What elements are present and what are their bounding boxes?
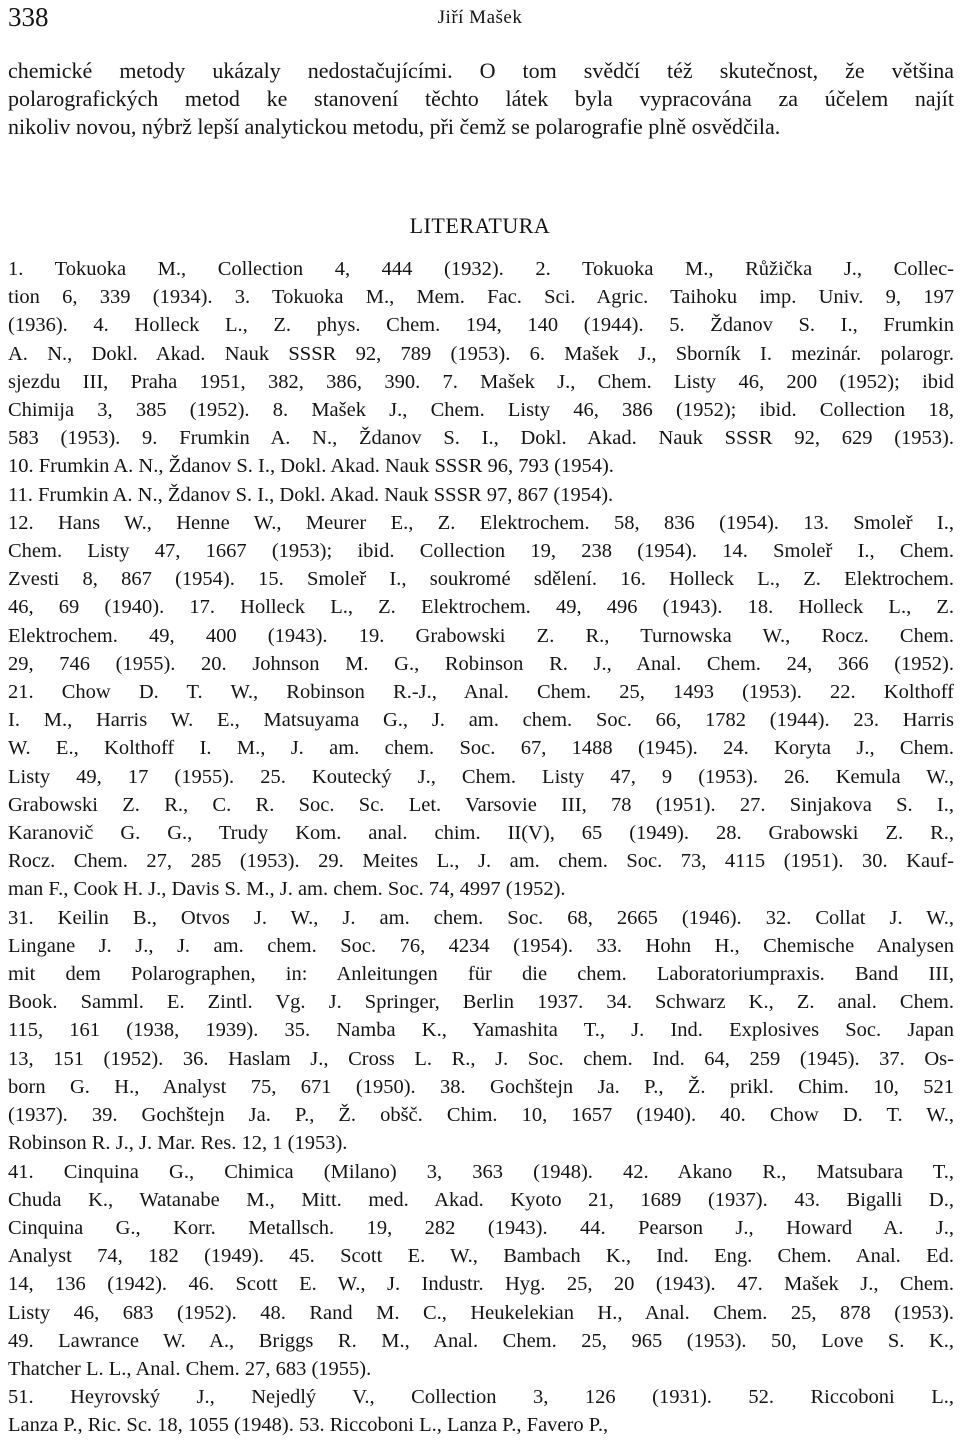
reference-line: Analyst 74, 182 (1949). 45. Scott E. W., Bambach K., Ind. Eng. Chem. Anal. Ed.: [8, 1245, 954, 1268]
reference-line: tion 6, 339 (1934). 3. Tokuoka M., Mem. Fac. Sci. Agric. Taihoku imp. Univ. 9, 197: [8, 286, 954, 309]
reference-line: 29, 746 (1955). 20. Johnson M. G., Robinson R. J., Anal. Chem. 24, 366 (1952).: [8, 652, 954, 675]
reference-line: 46, 69 (1940). 17. Holleck L., Z. Elektrochem. 49, 496 (1943). 18. Holleck L., Z.: [8, 596, 954, 619]
reference-line: 21. Chow D. T. W., Robinson R.-J., Anal. Chem. 25, 1493 (1953). 22. Kolthoff: [8, 681, 954, 704]
reference-line: 11. Frumkin A. N., Ždanov S. I., Dokl. Akad. Nauk SSSR 97, 867 (1954).: [8, 483, 614, 506]
reference-line: Robinson R. J., J. Mar. Res. 12, 1 (1953).: [8, 1132, 348, 1155]
page-header: [8, 2, 952, 32]
reference-line: 14, 136 (1942). 46. Scott E. W., J. Industr. Hyg. 25, 20 (1943). 47. Mašek J., Chem.: [8, 1273, 954, 1296]
reference-line: born G. H., Analyst 75, 671 (1950). 38. Gochštejn Ja. P., Ž. prikl. Chim. 10, 521: [8, 1075, 954, 1098]
running-head: Jiří Mašek: [437, 7, 523, 28]
reference-line: I. M., Harris W. E., Matsuyama G., J. am. chem. Soc. 66, 1782 (1944). 23. Harris: [8, 709, 954, 732]
reference-line: man F., Cook H. J., Davis S. M., J. am. chem. Soc. 74, 4997 (1952).: [8, 878, 566, 901]
reference-line: 1. Tokuoka M., Collection 4, 444 (1932). 2. Tokuoka M., Růžička J., Collec-: [8, 258, 954, 280]
reference-line: 31. Keilin B., Otvos J. W., J. am. chem. Soc. 68, 2665 (1946). 32. Collat J. W.,: [8, 906, 954, 929]
reference-line: 583 (1953). 9. Frumkin A. N., Ždanov S. I., Dokl. Akad. Nauk SSSR 92, 629 (1953).: [8, 427, 954, 450]
reference-line: 49. Lawrance W. A., Briggs R. M., Anal. Chem. 25, 965 (1953). 50, Love S. K.,: [8, 1329, 954, 1352]
reference-line: Book. Samml. E. Zintl. Vg. J. Springer, Berlin 1937. 34. Schwarz K., Z. anal. Chem.: [8, 991, 954, 1014]
reference-line: Lanza P., Ric. Sc. 18, 1055 (1948). 53. Riccoboni L., Lanza P., Favero P.,: [8, 1414, 609, 1437]
intro-paragraph: [8, 57, 954, 142]
text-line: chemické metody ukázaly nedostačujícími. O tom svědčí též skutečnost, že většina: [8, 58, 954, 83]
text-line: polarografických metod ke stanovení těchto látek byla vypracována za účelem najít: [8, 86, 954, 112]
reference-line: 12. Hans W., Henne W., Meurer E., Z. Elektrochem. 58, 836 (1954). 13. Smoleř I.,: [8, 511, 954, 534]
reference-line: sjezdu III, Praha 1951, 382, 386, 390. 7. Mašek J., Chem. Listy 46, 200 (1952); ibid: [8, 370, 954, 393]
reference-line: Rocz. Chem. 27, 285 (1953). 29. Meites L., J. am. chem. Soc. 73, 4115 (1951). 30. Kauf-: [8, 850, 954, 873]
reference-line: 13, 151 (1952). 36. Haslam J., Cross L. R., J. Soc. chem. Ind. 64, 259 (1945). 37. Os-: [8, 1047, 954, 1070]
reference-line: Elektrochem. 49, 400 (1943). 19. Grabowski Z. R., Turnowska W., Rocz. Chem.: [8, 624, 954, 647]
reference-line: (1937). 39. Gochštejn Ja. P., Ž. obšč. Chim. 10, 1657 (1940). 40. Chow D. T. W.,: [8, 1104, 954, 1127]
reference-line: Karanovič G. G., Trudy Kom. anal. chim. II(V), 65 (1949). 28. Grabowski Z. R.,: [8, 822, 954, 845]
reference-line: Lingane J. J., J. am. chem. Soc. 76, 4234 (1954). 33. Hohn H., Chemische Analysen: [8, 934, 954, 957]
reference-line: Thatcher L. L., Anal. Chem. 27, 683 (1955).: [8, 1357, 372, 1380]
section-heading: LITERATURA: [409, 213, 551, 238]
reference-line: Zvesti 8, 867 (1954). 15. Smoleř I., soukromé sdělení. 16. Holleck L., Z. Elektrochem.: [8, 568, 954, 591]
text-line: nikoliv novou, nýbrž lepší analytickou metodu, při čemž se polarografie plně osvědčila.: [8, 114, 781, 140]
reference-line: 115, 161 (1938, 1939). 35. Namba K., Yamashita T., J. Ind. Explosives Soc. Japan: [8, 1019, 954, 1042]
reference-line: W. E., Kolthoff I. M., J. am. chem. Soc. 67, 1488 (1945). 24. Koryta J., Chem.: [8, 737, 954, 760]
reference-line: Listy 46, 683 (1952). 48. Rand M. C., Heukelekian H., Anal. Chem. 25, 878 (1953).: [8, 1301, 954, 1324]
reference-line: 10. Frumkin A. N., Ždanov S. I., Dokl. Akad. Nauk SSSR 96, 793 (1954).: [8, 455, 614, 478]
reference-line: 41. Cinquina G., Chimica (Milano) 3, 363 (1948). 42. Akano R., Matsubara T.,: [8, 1160, 954, 1183]
reference-line: Cinquina G., Korr. Metallsch. 19, 282 (1943). 44. Pearson J., Howard A. J.,: [8, 1216, 954, 1239]
reference-line: (1936). 4. Holleck L., Z. phys. Chem. 194, 140 (1944). 5. Ždanov S. I., Frumkin: [8, 314, 954, 337]
reference-line: Chimija 3, 385 (1952). 8. Mašek J., Chem. Listy 46, 386 (1952); ibid. Collection 18,: [8, 399, 954, 422]
reference-line: Listy 49, 17 (1955). 25. Koutecký J., Chem. Listy 47, 9 (1953). 26. Kemula W.,: [8, 765, 954, 788]
page-number: 338: [8, 2, 49, 32]
reference-line: Grabowski Z. R., C. R. Soc. Sc. Let. Varsovie III, 78 (1951). 27. Sinjakova S. I.,: [8, 793, 954, 816]
reference-line: A. N., Dokl. Akad. Nauk SSSR 92, 789 (1953). 6. Mašek J., Sborník I. mezinár. polarogr.: [8, 342, 954, 365]
reference-list: [8, 255, 954, 1440]
reference-line: mit dem Polarographen, in: Anleitungen für die chem. Laboratoriumpraxis. Band III,: [8, 963, 954, 986]
reference-line: Chem. Listy 47, 1667 (1953); ibid. Collection 19, 238 (1954). 14. Smoleř I., Chem.: [8, 540, 954, 563]
reference-line: 51. Heyrovský J., Nejedlý V., Collection 3, 126 (1931). 52. Riccoboni L.,: [8, 1386, 954, 1409]
reference-line: Chuda K., Watanabe M., Mitt. med. Akad. Kyoto 21, 1689 (1937). 43. Bigalli D.,: [8, 1188, 954, 1211]
